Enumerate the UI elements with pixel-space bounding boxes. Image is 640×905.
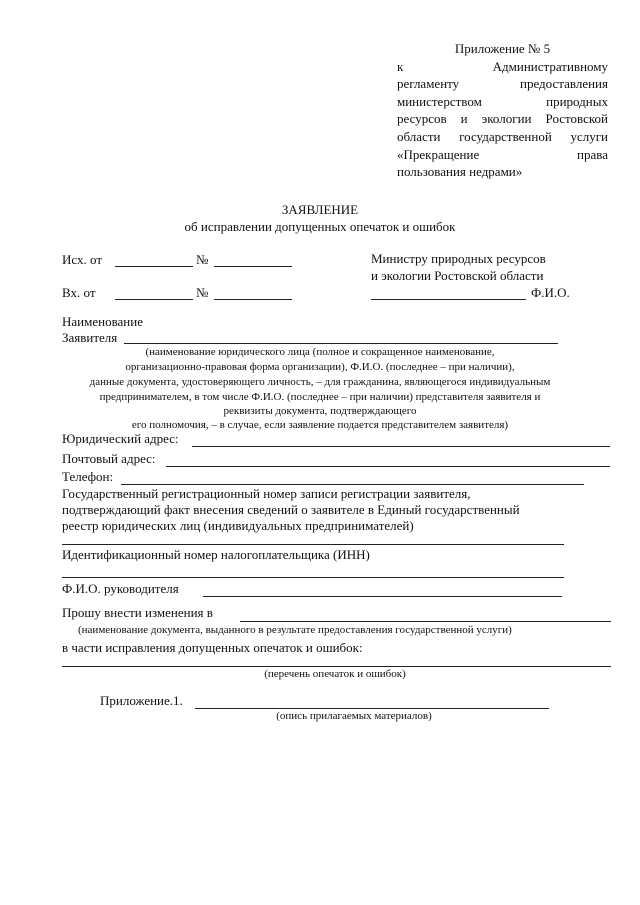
appendix-line: области государственной услуги bbox=[397, 128, 608, 144]
inn-label: Идентификационный номер налогоплательщика (ИНН) bbox=[62, 547, 370, 562]
errors-hint: (перечень опечаток и ошибок) bbox=[264, 668, 406, 680]
legal-address-line[interactable] bbox=[192, 446, 610, 447]
request-part-text: в части исправления допущенных опечаток и ошибок: bbox=[62, 640, 363, 655]
attachment-hint: (опись прилагаемых материалов) bbox=[276, 710, 432, 722]
applicant-hint: организационно-правовая форма организации), Ф.И.О. (последнее – при наличии), bbox=[125, 361, 515, 373]
reg-number-line[interactable] bbox=[62, 544, 564, 545]
addressee-fio: Ф.И.О. bbox=[531, 285, 570, 300]
incoming-label: Вх. от bbox=[62, 285, 96, 300]
head-fio-label: Ф.И.О. руководителя bbox=[62, 581, 179, 596]
addressee-line: Министру природных ресурсов bbox=[371, 251, 546, 266]
reg-number-text: подтверждающий факт внесения сведений о заявителе в Единый государственный bbox=[62, 502, 520, 517]
applicant-hint: (наименование юридического лица (полное и сокращенное наименование, bbox=[145, 346, 495, 358]
applicant-hint: данные документа, удостоверяющего личность, – для гражданина, являющегося индивидуальным bbox=[89, 376, 551, 388]
attachment-line[interactable] bbox=[195, 708, 549, 709]
document-subtitle: об исправлении допущенных опечаток и ошибок bbox=[184, 219, 456, 234]
appendix-line: пользования недрами» bbox=[397, 164, 523, 180]
applicant-hint: предпринимателем, в том числе Ф.И.О. (последнее – при наличии) представителя заявителя и bbox=[99, 391, 541, 403]
reg-number-text: Государственный регистрационный номер записи регистрации заявителя, bbox=[62, 486, 471, 501]
incoming-date-line[interactable] bbox=[115, 299, 193, 300]
postal-address-label: Почтовый адрес: bbox=[62, 451, 156, 466]
errors-line[interactable] bbox=[62, 666, 611, 667]
addressee-line: и экологии Ростовской области bbox=[371, 268, 544, 283]
outgoing-number-line[interactable] bbox=[214, 266, 292, 267]
appendix-line: Приложение № 5 bbox=[454, 41, 551, 56]
reg-number-text: реестр юридических лиц (индивидуальных предпринимателей) bbox=[62, 518, 414, 533]
appendix-line: регламенту предоставления bbox=[397, 76, 608, 92]
appendix-line: министерством природных bbox=[397, 93, 608, 109]
request-document-line[interactable] bbox=[240, 621, 611, 622]
outgoing-date-line[interactable] bbox=[115, 266, 193, 267]
applicant-hint: реквизиты документа, подтверждающего bbox=[223, 405, 417, 417]
head-fio-line[interactable] bbox=[203, 596, 562, 597]
document-title: ЗАЯВЛЕНИЕ bbox=[281, 202, 359, 217]
applicant-name-line[interactable] bbox=[124, 343, 558, 344]
applicant-hint: его полномочия, – в случае, если заявление подается представителем заявителя) bbox=[131, 419, 509, 431]
applicant-label: Заявителя bbox=[62, 330, 118, 345]
incoming-number-sign: № bbox=[196, 285, 209, 300]
outgoing-number-sign: № bbox=[196, 252, 209, 267]
phone-label: Телефон: bbox=[62, 469, 114, 484]
outgoing-label: Исх. от bbox=[62, 252, 102, 267]
incoming-number-line[interactable] bbox=[214, 299, 292, 300]
phone-line[interactable] bbox=[121, 484, 584, 485]
appendix-block bbox=[397, 40, 608, 181]
appendix-line: ресурсов и экологии Ростовской bbox=[397, 111, 608, 127]
attachment-label: Приложение.1. bbox=[100, 693, 183, 708]
request-hint: (наименование документа, выданного в результате предоставления государственной услуги) bbox=[78, 624, 512, 636]
postal-address-line[interactable] bbox=[166, 466, 610, 467]
appendix-line: «Прекращение права bbox=[397, 146, 608, 162]
legal-address-label: Юридический адрес: bbox=[62, 431, 179, 446]
addressee-signature-line[interactable] bbox=[371, 299, 526, 300]
request-text: Прошу внести изменения в bbox=[62, 605, 213, 620]
applicant-label: Наименование bbox=[62, 314, 143, 329]
appendix-line: к Административному bbox=[397, 58, 608, 74]
inn-line[interactable] bbox=[62, 577, 564, 578]
